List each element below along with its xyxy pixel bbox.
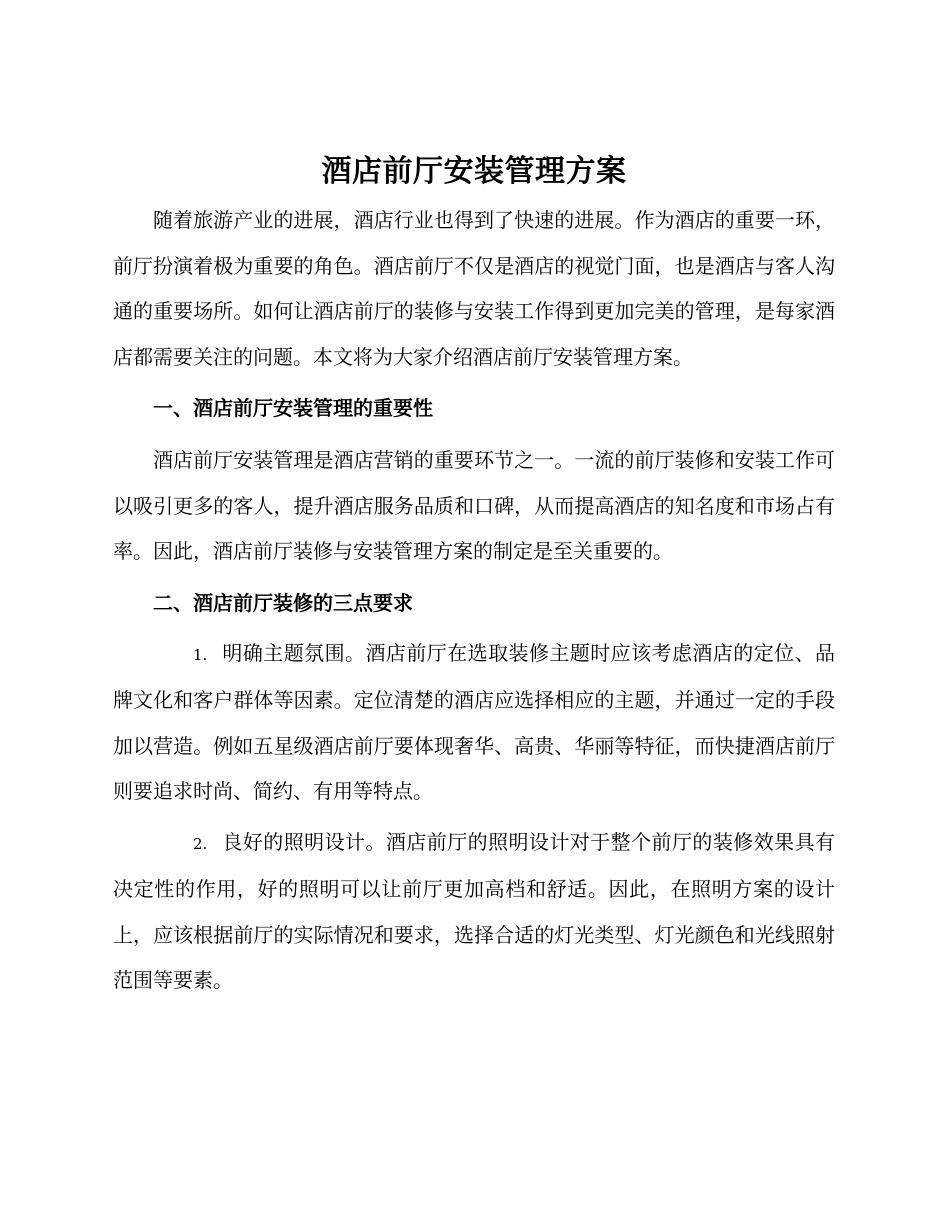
- list-item-1: [113, 631, 835, 815]
- section-2-heading: 二、酒店前厅装修的三点要求: [153, 590, 413, 615]
- section-1-paragraph: 酒店前厅安装管理是酒店营销的重要环节之一。一流的前厅装修和安装工作可以吸引更多的客人，提升酒店服务品质和口碑，从而提高酒店的知名度和市场占有率。因此，酒店前厅装修与安装管理方案的制定是至关重要的。: [113, 448, 835, 563]
- section-1-heading: 一、酒店前厅安装管理的重要性: [153, 396, 433, 420]
- list-item-1-number: 1.: [193, 645, 208, 664]
- list-item-2-number: 2.: [193, 834, 208, 853]
- document-title: 酒店前厅安装管理方案: [321, 154, 627, 189]
- intro-paragraph: 随着旅游产业的进展，酒店行业也得到了快速的进展。作为酒店的重要一环，前厅扮演着极为重要的角色。酒店前厅不仅是酒店的视觉门面，也是酒店与客人沟通的重要场所。如何让酒店前厅的装修与安装工作得到更加完美的管理，是每家酒店都需要关注的问题。本文将为大家介绍酒店前厅安装管理方案。: [113, 208, 835, 369]
- list-item-2: [113, 820, 835, 1004]
- list-item-2-text: 良好的照明设计。酒店前厅的照明设计对于整个前厅的装修效果具有决定性的作用，好的照明可以让前厅更加高档和舒适。因此，在照明方案的设计上，应该根据前厅的实际情况和要求，选择合适的灯光类型、灯光颜色和光线照射范围等要素。: [113, 829, 835, 992]
- list-item-1-text: 明确主题氛围。酒店前厅在选取装修主题时应该考虑酒店的定位、品牌文化和客户群体等因素。定位清楚的酒店应选择相应的主题，并通过一定的手段加以营造。例如五星级酒店前厅要体现奢华、高贵、华丽等特征，而快捷酒店前厅则要追求时尚、简约、有用等特点。: [113, 640, 835, 803]
- document-content: [113, 150, 835, 1004]
